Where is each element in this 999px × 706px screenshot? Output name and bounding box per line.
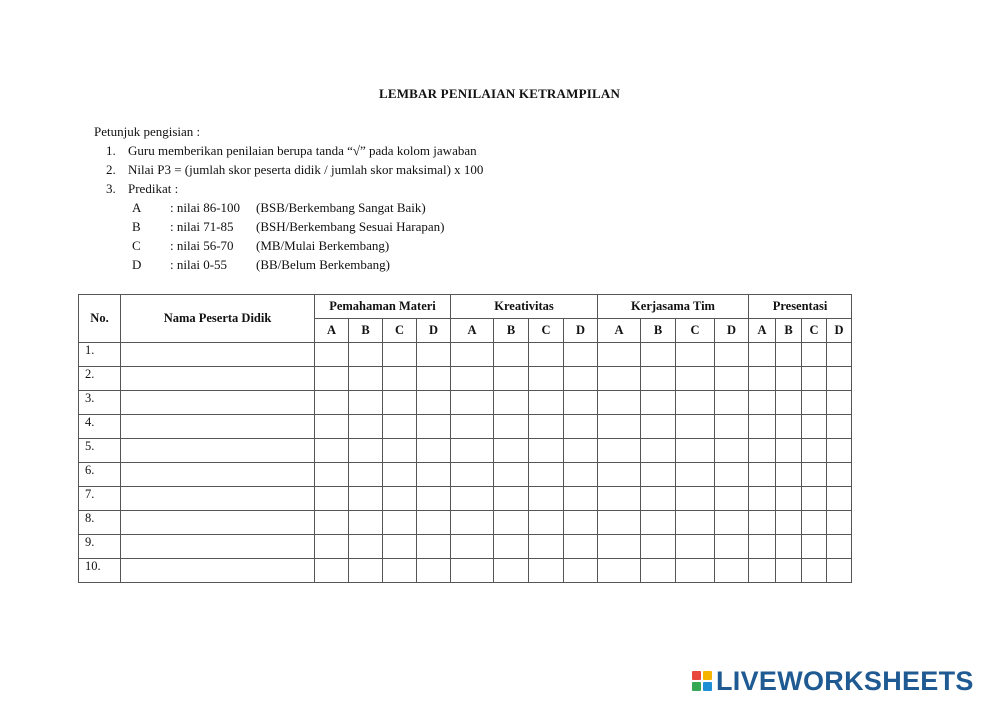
score-cell[interactable] — [383, 415, 417, 439]
row-number: 9. — [79, 535, 121, 559]
header-group-kerjasama: Kerjasama Tim — [598, 295, 749, 319]
score-cell[interactable] — [564, 415, 598, 439]
grade-range: : nilai 71-85 — [170, 219, 234, 234]
score-cell[interactable] — [598, 415, 641, 439]
header-no: No. — [79, 295, 121, 343]
table-row — [79, 439, 852, 463]
score-cell[interactable] — [417, 487, 451, 511]
score-cell[interactable] — [749, 343, 776, 367]
score-cell[interactable] — [641, 463, 676, 487]
instruction-item — [94, 141, 483, 160]
score-cell[interactable] — [529, 535, 564, 559]
score-cell[interactable] — [564, 511, 598, 535]
score-cell[interactable] — [749, 559, 776, 583]
grade-letter: B — [132, 219, 141, 234]
score-cell[interactable] — [383, 559, 417, 583]
score-cell[interactable] — [827, 343, 852, 367]
score-cell[interactable] — [641, 511, 676, 535]
score-cell[interactable] — [315, 463, 349, 487]
row-number: 8. — [79, 511, 121, 535]
score-cell[interactable] — [417, 415, 451, 439]
subheader-cell: D — [715, 319, 749, 343]
subheader-cell: A — [451, 319, 494, 343]
logo-square — [692, 671, 701, 680]
score-cell[interactable] — [776, 415, 802, 439]
score-cell[interactable] — [641, 415, 676, 439]
score-cell[interactable] — [749, 415, 776, 439]
score-cell[interactable] — [827, 439, 852, 463]
student-name-cell[interactable] — [121, 415, 315, 439]
score-cell[interactable] — [494, 511, 529, 535]
score-cell[interactable] — [676, 391, 715, 415]
score-cell[interactable] — [676, 535, 715, 559]
student-name-cell[interactable] — [121, 343, 315, 367]
score-cell[interactable] — [749, 439, 776, 463]
score-cell[interactable] — [494, 415, 529, 439]
score-cell[interactable] — [715, 463, 749, 487]
student-name-cell[interactable] — [121, 535, 315, 559]
score-cell[interactable] — [715, 343, 749, 367]
score-cell[interactable] — [598, 487, 641, 511]
grade-description: (MB/Mulai Berkembang) — [256, 238, 390, 253]
instructions — [94, 122, 483, 198]
score-cell[interactable] — [349, 343, 383, 367]
score-cell[interactable] — [349, 535, 383, 559]
table-row — [79, 487, 852, 511]
score-cell[interactable] — [749, 463, 776, 487]
logo-square — [692, 682, 701, 691]
score-cell[interactable] — [494, 535, 529, 559]
score-cell[interactable] — [676, 463, 715, 487]
table-row — [79, 535, 852, 559]
score-cell[interactable] — [383, 535, 417, 559]
grade-letter: D — [132, 257, 142, 272]
score-cell[interactable] — [827, 535, 852, 559]
score-cell[interactable] — [494, 367, 529, 391]
score-cell[interactable] — [802, 559, 827, 583]
score-cell[interactable] — [827, 391, 852, 415]
score-cell[interactable] — [827, 463, 852, 487]
score-cell[interactable] — [451, 415, 494, 439]
score-cell[interactable] — [349, 367, 383, 391]
score-cell[interactable] — [715, 367, 749, 391]
subheader-cell: B — [494, 319, 529, 343]
score-cell[interactable] — [315, 487, 349, 511]
score-cell[interactable] — [315, 391, 349, 415]
score-cell[interactable] — [676, 367, 715, 391]
row-number: 10. — [79, 559, 121, 583]
score-cell[interactable] — [776, 391, 802, 415]
score-cell[interactable] — [827, 511, 852, 535]
score-cell[interactable] — [776, 511, 802, 535]
table-row — [79, 367, 852, 391]
instruction-item — [94, 160, 483, 179]
score-cell[interactable] — [494, 487, 529, 511]
score-cell[interactable] — [494, 559, 529, 583]
score-cell[interactable] — [383, 463, 417, 487]
score-cell[interactable] — [417, 439, 451, 463]
liveworksheets-logo — [692, 666, 974, 696]
subheader-cell: B — [776, 319, 802, 343]
row-number: 5. — [79, 439, 121, 463]
score-cell[interactable] — [776, 343, 802, 367]
student-name-cell[interactable] — [121, 367, 315, 391]
score-cell[interactable] — [451, 511, 494, 535]
student-name-cell[interactable] — [121, 511, 315, 535]
score-cell[interactable] — [349, 559, 383, 583]
score-cell[interactable] — [776, 439, 802, 463]
instruction-text: Nilai P3 = (jumlah skor peserta didik / jumlah skor maksimal) x 100 — [128, 162, 484, 177]
score-cell[interactable] — [383, 367, 417, 391]
score-cell[interactable] — [676, 559, 715, 583]
score-cell[interactable] — [564, 535, 598, 559]
score-cell[interactable] — [529, 343, 564, 367]
grade-description: (BB/Belum Berkembang) — [256, 257, 390, 272]
score-cell[interactable] — [349, 415, 383, 439]
student-name-cell[interactable] — [121, 487, 315, 511]
score-cell[interactable] — [802, 367, 827, 391]
subheader-cell: C — [676, 319, 715, 343]
score-cell[interactable] — [715, 511, 749, 535]
score-cell[interactable] — [802, 343, 827, 367]
score-cell[interactable] — [776, 559, 802, 583]
score-cell[interactable] — [451, 439, 494, 463]
student-name-cell[interactable] — [121, 463, 315, 487]
score-cell[interactable] — [676, 343, 715, 367]
score-cell[interactable] — [776, 463, 802, 487]
score-cell[interactable] — [529, 559, 564, 583]
score-cell[interactable] — [451, 559, 494, 583]
row-number: 7. — [79, 487, 121, 511]
score-cell[interactable] — [451, 535, 494, 559]
header-group-kreativitas: Kreativitas — [451, 295, 598, 319]
score-cell[interactable] — [802, 439, 827, 463]
score-cell[interactable] — [564, 559, 598, 583]
score-cell[interactable] — [451, 463, 494, 487]
score-cell[interactable] — [564, 367, 598, 391]
score-cell[interactable] — [417, 511, 451, 535]
score-cell[interactable] — [641, 367, 676, 391]
subheader-cell: C — [383, 319, 417, 343]
row-number: 2. — [79, 367, 121, 391]
grade-row-c — [132, 236, 444, 255]
score-cell[interactable] — [827, 367, 852, 391]
score-cell[interactable] — [315, 535, 349, 559]
grade-letter: A — [132, 200, 142, 215]
score-cell[interactable] — [715, 559, 749, 583]
score-cell[interactable] — [715, 487, 749, 511]
score-cell[interactable] — [564, 391, 598, 415]
score-cell[interactable] — [598, 559, 641, 583]
instruction-item — [94, 179, 483, 198]
score-cell[interactable] — [676, 511, 715, 535]
header-group-pemahaman: Pemahaman Materi — [315, 295, 451, 319]
score-cell[interactable] — [315, 511, 349, 535]
score-cell[interactable] — [451, 343, 494, 367]
score-cell[interactable] — [529, 511, 564, 535]
grade-range: : nilai 0-55 — [170, 257, 228, 272]
score-cell[interactable] — [802, 535, 827, 559]
score-cell[interactable] — [715, 535, 749, 559]
instructions-list — [94, 141, 483, 198]
score-cell[interactable] — [749, 487, 776, 511]
score-cell[interactable] — [598, 391, 641, 415]
score-cell[interactable] — [598, 463, 641, 487]
score-cell[interactable] — [451, 367, 494, 391]
score-cell[interactable] — [417, 535, 451, 559]
score-cell[interactable] — [641, 343, 676, 367]
score-cell[interactable] — [529, 415, 564, 439]
score-cell[interactable] — [641, 559, 676, 583]
logo-mark-icon — [692, 671, 712, 691]
score-cell[interactable] — [749, 535, 776, 559]
table-row — [79, 559, 852, 583]
student-name-cell[interactable] — [121, 439, 315, 463]
score-cell[interactable] — [749, 367, 776, 391]
score-cell[interactable] — [827, 559, 852, 583]
subheader-cell: D — [417, 319, 451, 343]
score-cell[interactable] — [827, 415, 852, 439]
score-cell[interactable] — [529, 487, 564, 511]
grade-row-d — [132, 255, 444, 274]
logo-square — [703, 671, 712, 680]
score-cell[interactable] — [564, 463, 598, 487]
score-cell[interactable] — [802, 391, 827, 415]
grade-range: : nilai 86-100 — [170, 200, 241, 215]
score-cell[interactable] — [383, 487, 417, 511]
score-cell[interactable] — [383, 511, 417, 535]
table-row — [79, 415, 852, 439]
grade-row-b — [132, 217, 444, 236]
score-cell[interactable] — [598, 343, 641, 367]
score-cell[interactable] — [417, 367, 451, 391]
score-cell[interactable] — [529, 391, 564, 415]
subheader-cell: D — [827, 319, 852, 343]
score-cell[interactable] — [529, 463, 564, 487]
score-cell[interactable] — [776, 367, 802, 391]
grade-row-a — [132, 198, 444, 217]
score-cell[interactable] — [564, 439, 598, 463]
table-row — [79, 343, 852, 367]
score-cell[interactable] — [749, 391, 776, 415]
score-cell[interactable] — [494, 391, 529, 415]
page-title: LEMBAR PENILAIAN KETRAMPILAN — [378, 86, 621, 101]
score-cell[interactable] — [417, 559, 451, 583]
score-cell[interactable] — [349, 511, 383, 535]
student-name-cell[interactable] — [121, 559, 315, 583]
grade-letter: C — [132, 238, 141, 253]
score-cell[interactable] — [494, 439, 529, 463]
instructions-heading: Petunjuk pengisian : — [94, 124, 201, 139]
score-cell[interactable] — [598, 535, 641, 559]
score-cell[interactable] — [715, 415, 749, 439]
score-cell[interactable] — [564, 343, 598, 367]
score-cell[interactable] — [776, 535, 802, 559]
score-cell[interactable] — [494, 343, 529, 367]
grade-range: : nilai 56-70 — [170, 238, 234, 253]
score-cell[interactable] — [315, 367, 349, 391]
table-row — [79, 463, 852, 487]
subheader-cell: C — [529, 319, 564, 343]
score-cell[interactable] — [827, 487, 852, 511]
score-cell[interactable] — [641, 487, 676, 511]
subheader-cell: C — [802, 319, 827, 343]
score-cell[interactable] — [715, 439, 749, 463]
score-cell[interactable] — [802, 415, 827, 439]
instruction-number: 2. — [106, 162, 116, 177]
instruction-number: 3. — [106, 181, 116, 196]
logo-text: LIVEWORKSHEETS — [716, 665, 974, 696]
subheader-cell: B — [641, 319, 676, 343]
grade-description: (BSB/Berkembang Sangat Baik) — [256, 200, 426, 215]
score-cell[interactable] — [598, 367, 641, 391]
score-cell[interactable] — [715, 391, 749, 415]
score-cell[interactable] — [349, 487, 383, 511]
row-number: 4. — [79, 415, 121, 439]
student-name-cell[interactable] — [121, 391, 315, 415]
instruction-number: 1. — [106, 143, 116, 158]
score-cell[interactable] — [315, 559, 349, 583]
score-cell[interactable] — [676, 487, 715, 511]
score-cell[interactable] — [564, 487, 598, 511]
score-cell[interactable] — [349, 391, 383, 415]
score-cell[interactable] — [776, 487, 802, 511]
grade-legend — [132, 198, 444, 274]
score-cell[interactable] — [494, 463, 529, 487]
score-cell[interactable] — [417, 343, 451, 367]
subheader-cell: A — [598, 319, 641, 343]
row-number: 3. — [79, 391, 121, 415]
score-cell[interactable] — [315, 415, 349, 439]
table-row — [79, 511, 852, 535]
score-cell[interactable] — [349, 439, 383, 463]
score-cell[interactable] — [802, 511, 827, 535]
instruction-text: Guru memberikan penilaian berupa tanda “√” pada kolom jawaban — [128, 143, 477, 158]
row-number: 6. — [79, 463, 121, 487]
score-cell[interactable] — [417, 463, 451, 487]
score-cell[interactable] — [598, 511, 641, 535]
score-cell[interactable] — [383, 439, 417, 463]
score-cell[interactable] — [641, 391, 676, 415]
score-cell[interactable] — [749, 511, 776, 535]
score-cell[interactable] — [529, 439, 564, 463]
grade-description: (BSH/Berkembang Sesuai Harapan) — [256, 219, 445, 234]
logo-square — [703, 682, 712, 691]
subheader-cell: A — [315, 319, 349, 343]
header-group-presentasi: Presentasi — [749, 295, 852, 319]
score-cell[interactable] — [451, 487, 494, 511]
score-cell[interactable] — [802, 487, 827, 511]
score-cell[interactable] — [315, 439, 349, 463]
score-cell[interactable] — [598, 439, 641, 463]
score-cell[interactable] — [802, 463, 827, 487]
score-cell[interactable] — [641, 439, 676, 463]
score-cell[interactable] — [417, 391, 451, 415]
assessment-table — [78, 294, 852, 583]
score-cell[interactable] — [641, 535, 676, 559]
instruction-text: Predikat : — [128, 181, 179, 196]
subheader-cell: D — [564, 319, 598, 343]
score-cell[interactable] — [349, 463, 383, 487]
score-cell[interactable] — [676, 439, 715, 463]
score-cell[interactable] — [315, 343, 349, 367]
header-name: Nama Peserta Didik — [121, 295, 315, 343]
score-cell[interactable] — [383, 343, 417, 367]
score-cell[interactable] — [451, 391, 494, 415]
row-number: 1. — [79, 343, 121, 367]
score-cell[interactable] — [676, 415, 715, 439]
subheader-cell: A — [749, 319, 776, 343]
subheader-cell: B — [349, 319, 383, 343]
score-cell[interactable] — [383, 391, 417, 415]
score-cell[interactable] — [529, 367, 564, 391]
table-row — [79, 391, 852, 415]
